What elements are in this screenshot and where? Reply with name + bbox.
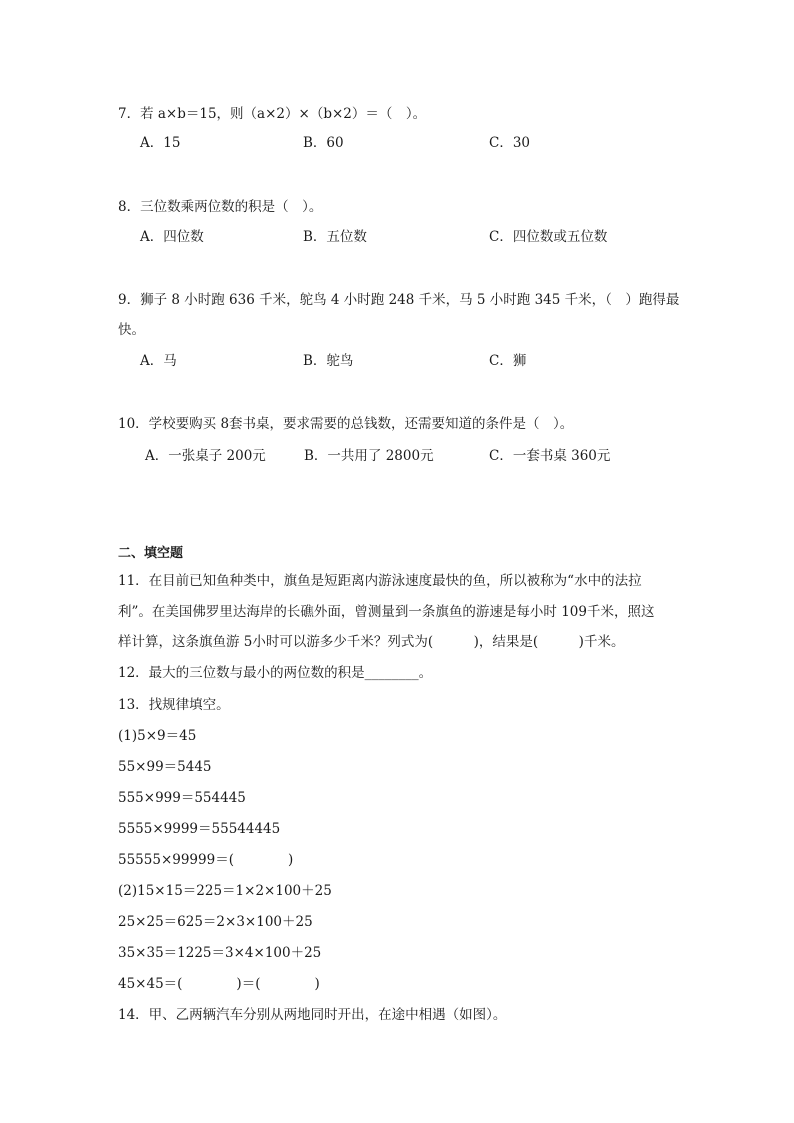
question-11-line3: 样计算，这条旗鱼游 5小时可以游多少千米？列式为( )，结果是( )千米。 [118, 634, 625, 650]
question-13-part2-row: 35×35＝1225＝3×4×100＋25 [118, 945, 322, 961]
question-13-part2-row: 25×25＝625＝2×3×100＋25 [118, 914, 313, 930]
question-9-option-c: C．狮 [489, 353, 527, 369]
question-11-line1: 11．在目前已知鱼种类中，旗鱼是短距离内游泳速度最快的鱼，所以被称为“水中的法拉 [118, 573, 642, 589]
question-8-stem: 8．三位数乘两位数的积是（ ）。 [118, 199, 323, 215]
question-7-option-a: A．15 [140, 135, 181, 151]
question-10-option-b: B．一共用了 2800元 [304, 448, 434, 464]
question-8-option-b: B．五位数 [303, 229, 367, 245]
section-heading-fill-in: 二、填空题 [118, 546, 184, 561]
question-10-stem: 10．学校要购买 8套书桌，要求需要的总钱数，还需要知道的条件是（ ）。 [118, 416, 574, 432]
question-10-option-a: A．一张桌子 200元 [145, 448, 266, 464]
question-13-part1-row: 55×99＝5445 [118, 759, 212, 775]
question-13-title: 13．找规律填空。 [118, 697, 230, 713]
question-13-part1-row: (1)5×9＝45 [118, 728, 197, 744]
question-13-part1-row: 555×999＝554445 [118, 790, 246, 806]
question-7-option-c: C．30 [489, 135, 531, 151]
question-14-line: 14．甲、乙两辆汽车分别从两地同时开出，在途中相遇（如图）。 [118, 1007, 507, 1023]
question-9-stem-line1: 9．狮子 8 小时跑 636 千米，鸵鸟 4 小时跑 248 千米，马 5 小时跑 345 千米，（ ）跑得最 [118, 292, 680, 308]
question-10-option-c: C．一套书桌 360元 [489, 448, 611, 464]
question-9-option-a: A．马 [140, 353, 177, 369]
question-9-stem-line2: 快。 [118, 322, 145, 338]
question-7-option-b: B．60 [303, 135, 344, 151]
question-13-part2-row: (2)15×15＝225＝1×2×100＋25 [118, 883, 332, 899]
question-13-part1-row: 5555×9999＝55544445 [118, 821, 281, 837]
question-7-stem: 7．若 a×b＝15，则（a×2）×（b×2）＝（ ）。 [118, 106, 427, 122]
question-9-option-b: B．鸵鸟 [303, 353, 354, 369]
question-8-option-a: A．四位数 [140, 229, 204, 245]
question-13-part2-row: 45×45＝( )＝( ) [118, 976, 320, 992]
question-13-part1-row: 55555×99999＝( ) [118, 852, 294, 868]
question-12-line: 12．最大的三位数与最小的两位数的积是________。 [118, 665, 433, 681]
question-11-line2: 利”。在美国佛罗里达海岸的长礁外面，曾测量到一条旗鱼的游速是每小时 109千米，照这 [118, 604, 655, 620]
question-8-option-c: C．四位数或五位数 [489, 229, 608, 245]
